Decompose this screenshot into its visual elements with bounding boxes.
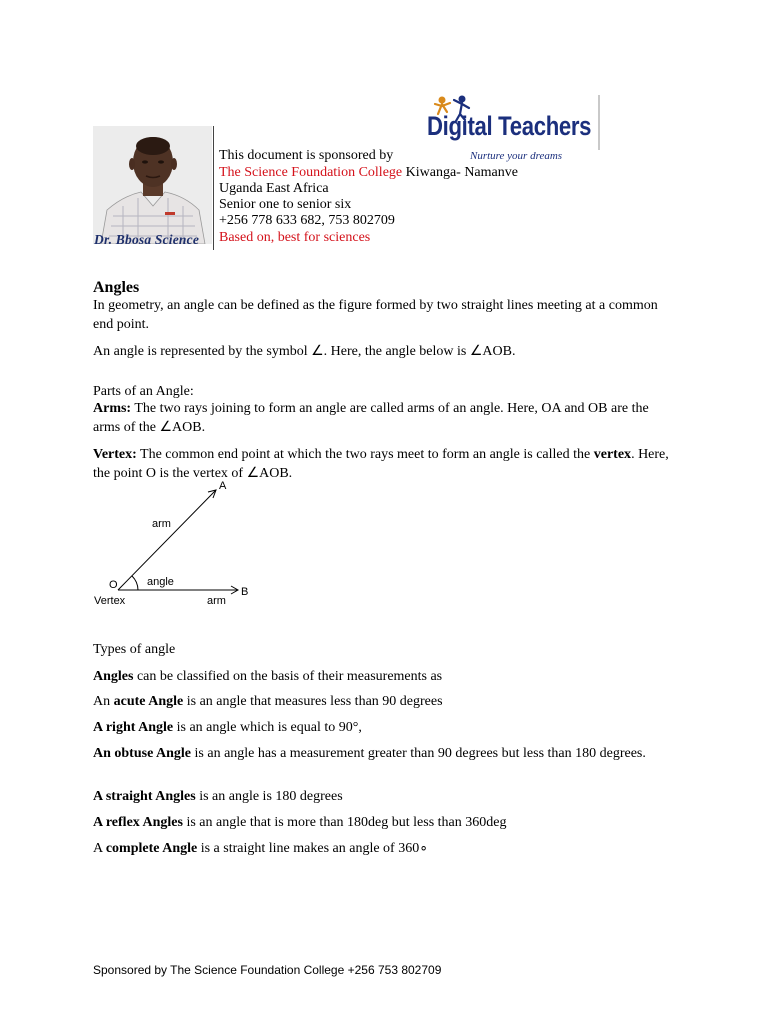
- vertex-text-1: The common end point at which the two rays meet to form an angle is called the: [136, 447, 594, 462]
- type-desc: can be classified on the basis of their measurements as: [133, 669, 443, 684]
- label-angle: angle: [147, 576, 174, 588]
- type-item: [93, 719, 673, 738]
- header-divider: [213, 126, 214, 250]
- type-desc: is an angle that measures less than 90 degrees: [183, 694, 443, 709]
- symbol-paragraph: An angle is represented by the symbol ∠. Here, the angle below is ∠AOB.: [93, 344, 516, 359]
- type-desc: is an angle that is more than 180deg but less than 360deg: [182, 815, 507, 830]
- types-heading: Types of angle: [93, 642, 176, 657]
- label-b: B: [241, 586, 249, 598]
- type-term: A reflex Angles: [93, 815, 183, 830]
- type-item: [93, 693, 673, 712]
- type-desc: is an angle which is equal to 90°,: [173, 720, 362, 735]
- logo-text: Digital Teachers: [427, 111, 592, 141]
- college-line: [219, 165, 518, 181]
- arms-paragraph: [93, 400, 673, 437]
- label-arm-top: arm: [152, 518, 171, 530]
- sponsor-line: This document is sponsored by: [219, 148, 394, 163]
- arm-oa-line: [118, 490, 216, 590]
- page-title: Angles: [93, 279, 140, 296]
- logo-tagline: Nurture your dreams: [470, 150, 563, 162]
- type-item: [93, 814, 673, 833]
- label-vertex: Vertex: [94, 595, 126, 607]
- type-term: Angles: [93, 669, 134, 684]
- levels-line: Senior one to senior six: [219, 197, 352, 212]
- label-a: A: [219, 480, 227, 492]
- type-term: acute Angle: [113, 694, 184, 709]
- college-name: The Science Foundation College: [219, 165, 403, 180]
- intro-paragraph: In geometry, an angle can be defined as the figure formed by two straight lines meeting at a common end point.: [93, 298, 658, 332]
- type-term: A right Angle: [93, 720, 174, 735]
- page-footer: Sponsored by The Science Foundation College +256 753 802709: [93, 963, 442, 977]
- logo-divider: [598, 95, 600, 150]
- type-item: [93, 668, 673, 687]
- phone-line: +256 778 633 682, 753 802709: [219, 213, 395, 228]
- type-item: [93, 745, 673, 764]
- type-term: complete Angle: [105, 841, 198, 856]
- arms-text: The two rays joining to form an angle are called arms of an angle. Here, OA and OB are the arms of the ∠AOB.: [93, 401, 649, 435]
- vertex-label: Vertex:: [93, 447, 137, 462]
- type-item: [93, 788, 673, 807]
- photo-caption: Dr. Bbosa Science: [94, 232, 200, 247]
- label-o: O: [109, 579, 118, 591]
- angle-arc: [132, 576, 138, 590]
- type-item: [93, 840, 673, 859]
- angle-diagram: [92, 478, 252, 608]
- country-line: Uganda East Africa: [219, 181, 329, 196]
- type-desc: is an angle has a measurement greater than 90 degrees but less than 180 degrees.: [191, 746, 646, 761]
- motto-line: Based on, best for sciences: [219, 230, 371, 245]
- author-photo: [93, 126, 212, 244]
- college-location: Kiwanga- Namanve: [402, 165, 518, 180]
- parts-heading: Parts of an Angle:: [93, 384, 194, 399]
- type-desc: is an angle is 180 degrees: [195, 789, 343, 804]
- type-term: An obtuse Angle: [93, 746, 192, 761]
- label-arm-bottom: arm: [207, 595, 226, 607]
- type-term: A straight Angles: [93, 789, 196, 804]
- type-pre: A: [93, 841, 106, 856]
- arms-label: Arms:: [93, 401, 132, 416]
- type-desc: is a straight line makes an angle of 360∘: [197, 841, 428, 856]
- vertex-bold: vertex: [593, 447, 632, 462]
- vertex-text-2: . Here, the point O is the vertex of ∠AOB.: [93, 447, 669, 481]
- type-pre: An: [93, 694, 114, 709]
